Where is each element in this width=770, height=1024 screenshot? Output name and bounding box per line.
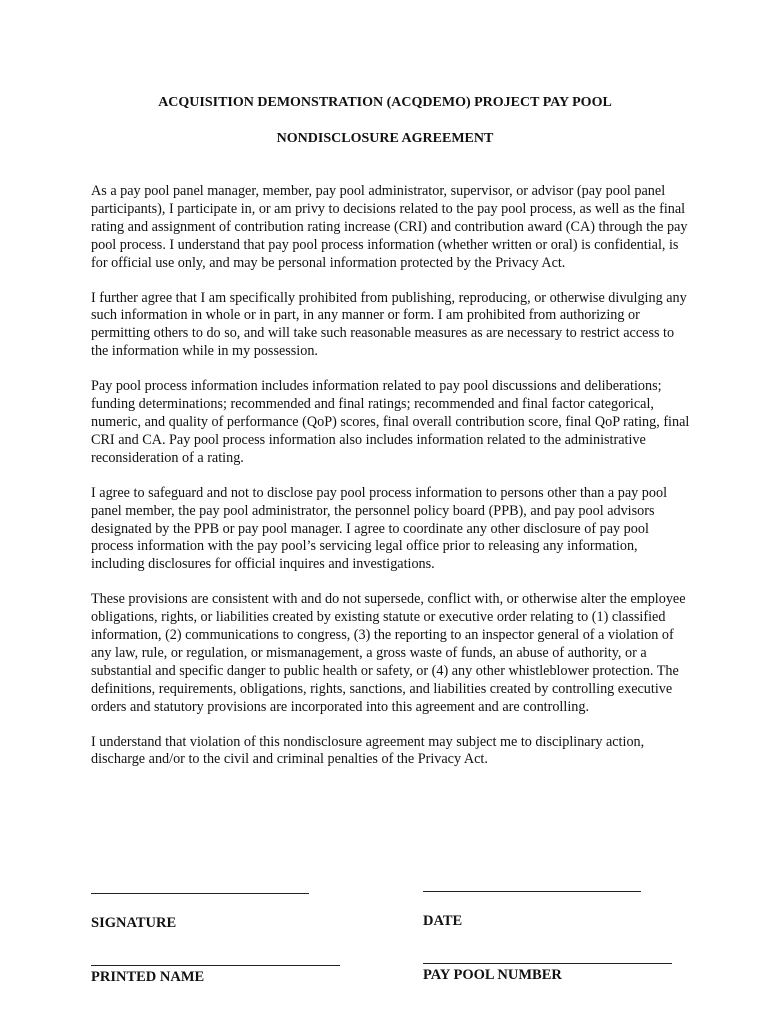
pay-pool-number-label: PAY POOL NUMBER (423, 967, 562, 983)
paragraph-violation: I understand that violation of this nondisclosure agreement may subject me to disciplinary action, discharge and/or to the civil and criminal penalties of the Privacy Act. (91, 733, 645, 768)
date-line[interactable] (423, 891, 641, 892)
printed-name-line[interactable] (91, 965, 340, 966)
paragraph-safeguard: I agree to safeguard and not to disclose pay pool process information to persons other than a pay pool panel member, the pay pool administrator, the personnel policy board (PPB), and pay pool advisors designated by the PPB or pay pool manager. I agree to coordinate any other disclosure of pay pool process information with the pay pool’s servicing legal office prior to releasing any information, including disclosures for official inquires and investigations. (91, 484, 668, 573)
paragraph-definition: Pay pool process information includes information related to pay pool discussions and deliberations; funding determinations; recommended and final ratings; recommended and final factor categorical, numeric, and quality of performance (QoP) scores, final overall contribution score, final QoP rating, final CRI and CA. Pay pool process information also includes information related to the administrative reconsideration of a rating. (91, 378, 690, 466)
signature-label: SIGNATURE (91, 915, 177, 931)
date-label: DATE (423, 913, 463, 929)
signature-line[interactable] (91, 893, 309, 894)
paragraph-prohibition: I further agree that I am specifically prohibited from publishing, reproducing, or otherwise divulging any such information in whole or in part, in any manner or form. I am prohibited from authorizing or permitting others to do so, and will take such reasonable measures as are necessary to restrict access to the information while in my possession. (91, 289, 687, 360)
paragraph-participation: As a pay pool panel manager, member, pay pool administrator, supervisor, or advisor (pay pool panel participants), I participate in, or am privy to decisions related to the pay pool process, as well as the final rating and assignment of contribution rating increase (CRI) and contribution award (CA) through the pay pool process. I understand that pay pool process information (whether written or oral) is confidential, is for official use only, and may be personal information protected by the Privacy Act. (91, 183, 688, 271)
printed-name-label: PRINTED NAME (91, 969, 205, 985)
paragraph-provisions: These provisions are consistent with and do not supersede, conflict with, or otherwise alter the employee obligations, rights, or liabilities created by existing statute or executive order relating to (1) classified information, (2) communications to congress, (3) the reporting to an inspector general of a violation of any law, rule, or regulation, or mismanagement, a gross waste of funds, an abuse of authority, or a substantial and specific danger to public health or safety, or (4) any other whistleblower protection. The definitions, requirements, obligations, rights, sanctions, and liabilities created by controlling executive orders and statutory provisions are incorporated into this agreement and are controlling. (91, 591, 686, 715)
document-subtitle: NONDISCLOSURE AGREEMENT (276, 131, 494, 146)
pay-pool-number-line[interactable] (423, 963, 672, 964)
agreement-body (91, 183, 691, 786)
document-title: ACQUISITION DEMONSTRATION (ACQDEMO) PROJECT PAY POOL (158, 95, 612, 110)
